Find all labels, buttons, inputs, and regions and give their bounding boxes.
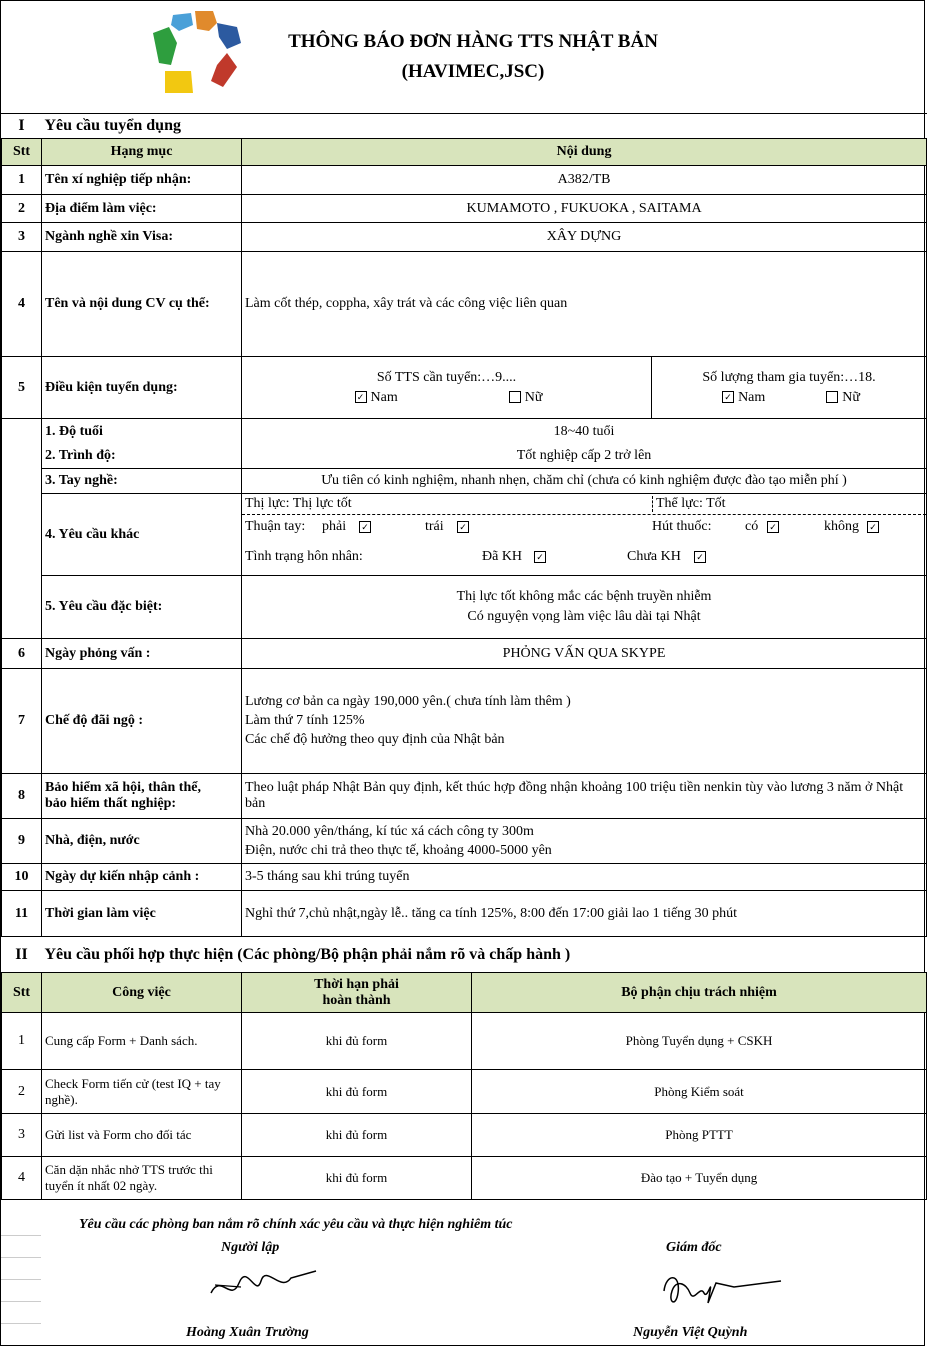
task-department: Phòng Tuyển dụng + CSKH xyxy=(472,1013,927,1070)
skill-value: Ưu tiên có kinh nghiệm, nhanh nhẹn, chăm chỉ (chưa có kinh nghiệm được đào tạo miễn phí ) xyxy=(242,469,927,494)
row-number: 11 xyxy=(2,891,42,937)
benefits-line: Lương cơ bản ca ngày 190,000 yên.( chưa tính làm thêm ) xyxy=(245,694,571,709)
col-content: Nội dung xyxy=(242,139,927,166)
task-department: Đào tạo + Tuyển dụng xyxy=(472,1157,927,1200)
male-label: Nam xyxy=(370,389,398,405)
section-title: Yêu cầu phối hợp thực hiện (Các phòng/Bộ phận phải nắm rõ và chấp hành ) xyxy=(42,937,927,973)
task-department: Phòng PTTT xyxy=(472,1114,927,1157)
female-checkbox-icon xyxy=(826,391,838,403)
single-checkbox-icon: ✓ xyxy=(694,551,706,563)
trainee-count-cell xyxy=(242,357,652,419)
task-deadline: khi đủ form xyxy=(242,1070,472,1114)
row-value: A382/TB xyxy=(242,166,927,195)
task-description: Cung cấp Form + Danh sách. xyxy=(42,1013,242,1070)
section-title: Yêu cầu tuyển dụng xyxy=(42,114,927,139)
row-value: Theo luật pháp Nhật Bản quy định, kết thúc hợp đồng nhận khoảng 100 triệu tiền nenkin tùy vào lương 3 năm ở Nhật bản xyxy=(242,774,927,819)
row-value: 3-5 tháng sau khi trúng tuyển xyxy=(242,864,927,891)
housing-cell xyxy=(242,819,927,864)
row-label: Điều kiện tuyển dụng: xyxy=(42,357,242,419)
male-checkbox-icon: ✓ xyxy=(355,391,367,403)
row-number: 9 xyxy=(2,819,42,864)
row-number: 3 xyxy=(2,223,42,252)
row-label: Chế độ đãi ngộ : xyxy=(42,669,242,774)
company-logo xyxy=(151,9,243,99)
section-number: I xyxy=(2,114,42,139)
director-signature-icon xyxy=(656,1263,786,1313)
task-description: Gửi list và Form cho đối tác xyxy=(42,1114,242,1157)
special-requirements-cell xyxy=(242,576,927,639)
male-label: Nam xyxy=(738,389,766,405)
housing-line: Điện, nước chi trả theo thực tế, khoảng 4000-5000 yên xyxy=(245,842,552,858)
row-number: 8 xyxy=(2,774,42,819)
row-number: 2 xyxy=(2,195,42,223)
conditions-stt xyxy=(2,419,42,639)
age-value: 18~40 tuổi xyxy=(242,419,927,445)
row-label: Ngành nghề xin Visa: xyxy=(42,223,242,252)
age-label: 1. Độ tuổi xyxy=(42,419,242,445)
row-number: 10 xyxy=(2,864,42,891)
row-number: 1 xyxy=(2,166,42,195)
row-label: Ngày dự kiến nhập cảnh : xyxy=(42,864,242,891)
row-label: Nhà, điện, nước xyxy=(42,819,242,864)
row-value: Làm cốt thép, coppha, xây trát và các công việc liên quan xyxy=(242,252,927,357)
col-stt: Stt xyxy=(2,973,42,1013)
preparer-signature-icon xyxy=(201,1263,321,1313)
participant-count-cell xyxy=(652,357,927,419)
education-value: Tốt nghiệp cấp 2 trở lên xyxy=(242,445,927,469)
task-number: 2 xyxy=(2,1070,42,1114)
row-label: Địa điểm làm việc: xyxy=(42,195,242,223)
document-header xyxy=(1,1,926,114)
special-line: Có nguyện vọng làm việc lâu dài tại Nhật xyxy=(467,609,701,624)
task-number: 1 xyxy=(2,1013,42,1070)
female-checkbox-icon xyxy=(509,391,521,403)
benefits-cell xyxy=(242,669,927,774)
married-checkbox-icon: ✓ xyxy=(534,551,546,563)
special-requirements-label: 5. Yêu cầu đặc biệt: xyxy=(42,576,242,639)
row-label: Ngày phỏng vấn : xyxy=(42,639,242,669)
other-requirements-label: 4. Yêu cầu khác xyxy=(42,494,242,576)
smoking-label: Hút thuốc: xyxy=(652,519,712,534)
vision-text: Thị lực: Thị lực tốt xyxy=(245,496,352,511)
smoking-yes-checkbox-icon: ✓ xyxy=(767,521,779,533)
other-requirements-cell xyxy=(242,494,927,576)
col-item: Hạng mục xyxy=(42,139,242,166)
participant-count: Số lượng tham gia tuyển:…18. xyxy=(702,369,876,385)
col-deadline xyxy=(242,973,472,1013)
row-number: 5 xyxy=(2,357,42,419)
row-number: 6 xyxy=(2,639,42,669)
row-label: Tên xí nghiệp tiếp nhận: xyxy=(42,166,242,195)
education-label: 2. Trình độ: xyxy=(42,445,242,469)
deadline-header-line: hoàn thành xyxy=(322,992,391,1008)
task-number: 4 xyxy=(2,1157,42,1200)
row-number: 7 xyxy=(2,669,42,774)
marital-label: Tình trạng hôn nhân: xyxy=(245,549,363,564)
right-hand-checkbox-icon: ✓ xyxy=(359,521,371,533)
director-title: Giám đốc xyxy=(666,1240,722,1255)
insurance-label-line: Bảo hiểm xã hội, thân thể, xyxy=(45,780,201,795)
right-hand-label: phải xyxy=(322,519,347,534)
col-stt: Stt xyxy=(2,139,42,166)
row-label: Tên và nội dung CV cụ thể: xyxy=(42,252,242,357)
task-department: Phòng Kiểm soát xyxy=(472,1070,927,1114)
skill-label: 3. Tay nghề: xyxy=(42,469,242,494)
document-title: THÔNG BÁO ĐƠN HÀNG TTS NHẬT BẢN xyxy=(288,31,658,52)
director-name: Nguyễn Việt Quỳnh xyxy=(633,1325,748,1340)
deadline-header-line: Thời hạn phải xyxy=(314,976,399,992)
female-label: Nữ xyxy=(842,389,860,405)
married-label: Đã KH xyxy=(482,549,523,564)
task-number: 3 xyxy=(2,1114,42,1157)
col-task: Công việc xyxy=(42,973,242,1013)
left-hand-label: trái xyxy=(425,519,444,534)
row-value: PHỎNG VẤN QUA SKYPE xyxy=(242,639,927,669)
left-hand-checkbox-icon: ✓ xyxy=(457,521,469,533)
row-value: Nghỉ thứ 7,chủ nhật,ngày lễ.. tăng ca tính 125%, 8:00 đến 17:00 giải lao 1 tiếng 30 phút xyxy=(242,891,927,937)
recruitment-table xyxy=(1,113,927,1200)
housing-line: Nhà 20.000 yên/tháng, kí túc xá cách công ty 300m xyxy=(245,823,534,839)
fitness-text: Thể lực: Tốt xyxy=(652,496,726,512)
section-number: II xyxy=(2,937,42,973)
task-description: Check Form tiến cử (test IQ + tay nghề). xyxy=(42,1070,242,1114)
male-checkbox-icon: ✓ xyxy=(722,391,734,403)
row-label xyxy=(42,774,242,819)
preparer-name: Hoàng Xuân Trường xyxy=(186,1325,309,1340)
col-department: Bộ phận chịu trách nhiệm xyxy=(472,973,927,1013)
handedness-label: Thuận tay: xyxy=(245,519,306,534)
row-label: Thời gian làm việc xyxy=(42,891,242,937)
benefits-line: Các chế độ hưởng theo quy định của Nhật bản xyxy=(245,732,505,747)
footer-note: Yêu cầu các phòng ban nắm rõ chính xác yêu cầu và thực hiện nghiêm túc xyxy=(79,1217,513,1232)
row-value: KUMAMOTO , FUKUOKA , SAITAMA xyxy=(242,195,927,223)
row-number: 4 xyxy=(2,252,42,357)
insurance-label-line: bảo hiểm thất nghiệp: xyxy=(45,796,177,811)
female-label: Nữ xyxy=(524,389,543,405)
task-deadline: khi đủ form xyxy=(242,1114,472,1157)
special-line: Thị lực tốt không mắc các bệnh truyền nhiễm xyxy=(456,589,712,604)
smoking-yes-label: có xyxy=(745,519,759,534)
task-description: Căn dặn nhắc nhở TTS trước thi tuyển ít nhất 02 ngày. xyxy=(42,1157,242,1200)
trainee-need: Số TTS cần tuyển:…9.... xyxy=(376,369,517,385)
preparer-title: Người lập xyxy=(221,1240,280,1255)
task-deadline: khi đủ form xyxy=(242,1157,472,1200)
smoking-no-checkbox-icon: ✓ xyxy=(867,521,879,533)
smoking-no-label: không xyxy=(824,519,859,534)
task-deadline: khi đủ form xyxy=(242,1013,472,1070)
row-value: XÂY DỰNG xyxy=(242,223,927,252)
single-label: Chưa KH xyxy=(627,549,681,564)
company-name: (HAVIMEC,JSC) xyxy=(401,61,545,82)
benefits-line: Làm thứ 7 tính 125% xyxy=(245,713,365,728)
